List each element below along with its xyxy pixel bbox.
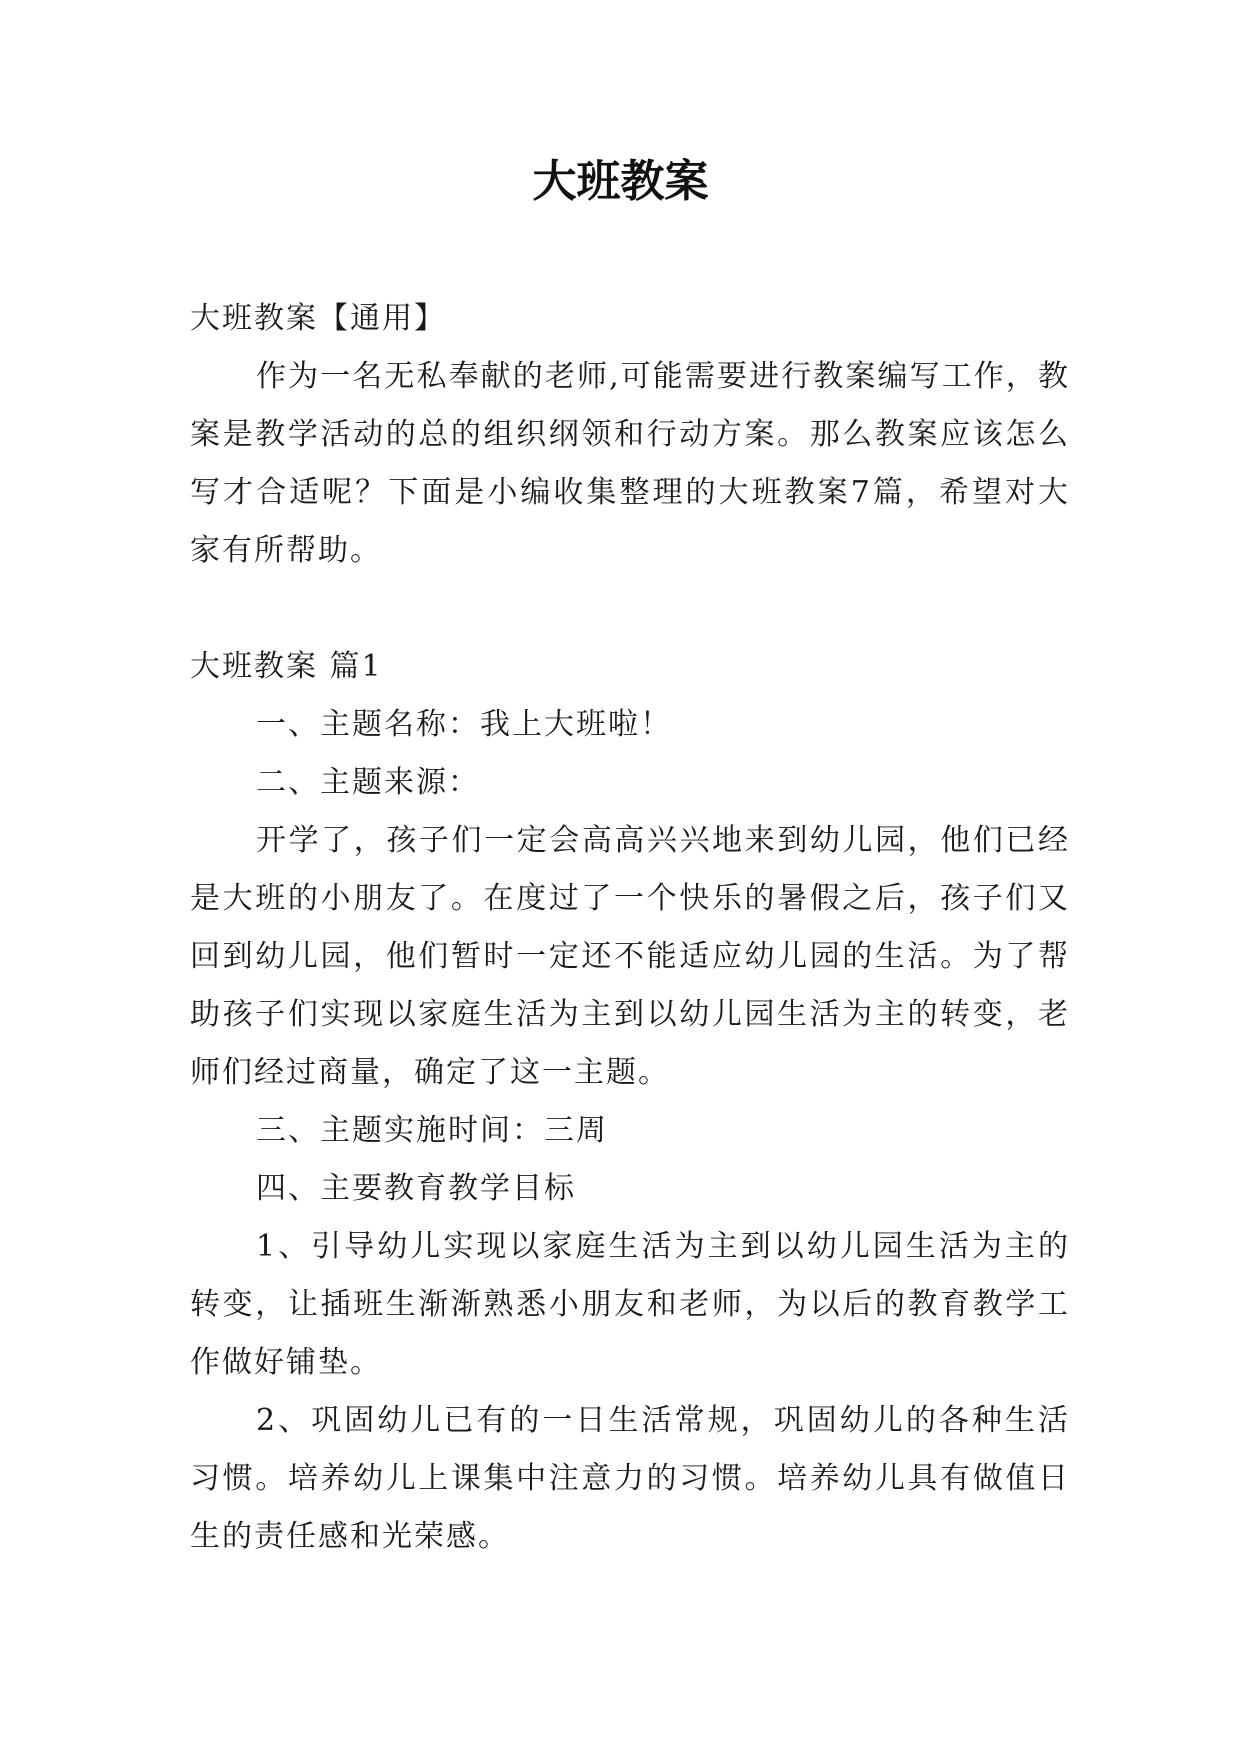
goals-heading: 四、主要教育教学目标	[256, 1171, 576, 1206]
section-heading: 大班教案 篇1	[190, 649, 383, 684]
section-spacer	[190, 580, 1070, 638]
document-title: 大班教案	[532, 156, 709, 207]
topic-source-paragraph: 开学了，孩子们一定会高高兴兴地来到幼儿园，他们已经是大班的小朋友了。在度过了一个快乐的暑假之后，孩子们又回到幼儿园，他们暂时一定还不能适应幼儿园的生活。为了帮助孩子们实现以家庭生活为主到以幼儿园生活为主的转变，老师们经过商量，确定了这一主题。	[190, 823, 1070, 1090]
implementation-time: 三、主题实施时间：三周	[256, 1113, 608, 1148]
goal-item-2: 2、巩固幼儿已有的一日生活常规，巩固幼儿的各种生活习惯。培养幼儿上课集中注意力的习惯。培养幼儿具有做值日生的责任感和光荣感。	[190, 1403, 1070, 1554]
topic-name: 一、主题名称：我上大班啦！	[256, 707, 672, 742]
goal-item-1: 1、引导幼儿实现以家庭生活为主到以幼儿园生活为主的转变，让插班生渐渐熟悉小朋友和老师，为以后的教育教学工作做好铺垫。	[190, 1229, 1070, 1380]
topic-source-label: 二、主题来源：	[256, 765, 480, 800]
document-subtitle: 大班教案【通用】	[190, 301, 446, 336]
intro-paragraph: 作为一名无私奉献的老师,可能需要进行教案编写工作，教案是教学活动的总的组织纲领和行动方案。那么教案应该怎么写才合适呢？下面是小编收集整理的大班教案7篇，希望对大家有所帮助。	[190, 359, 1070, 568]
document-body	[190, 290, 1070, 1566]
